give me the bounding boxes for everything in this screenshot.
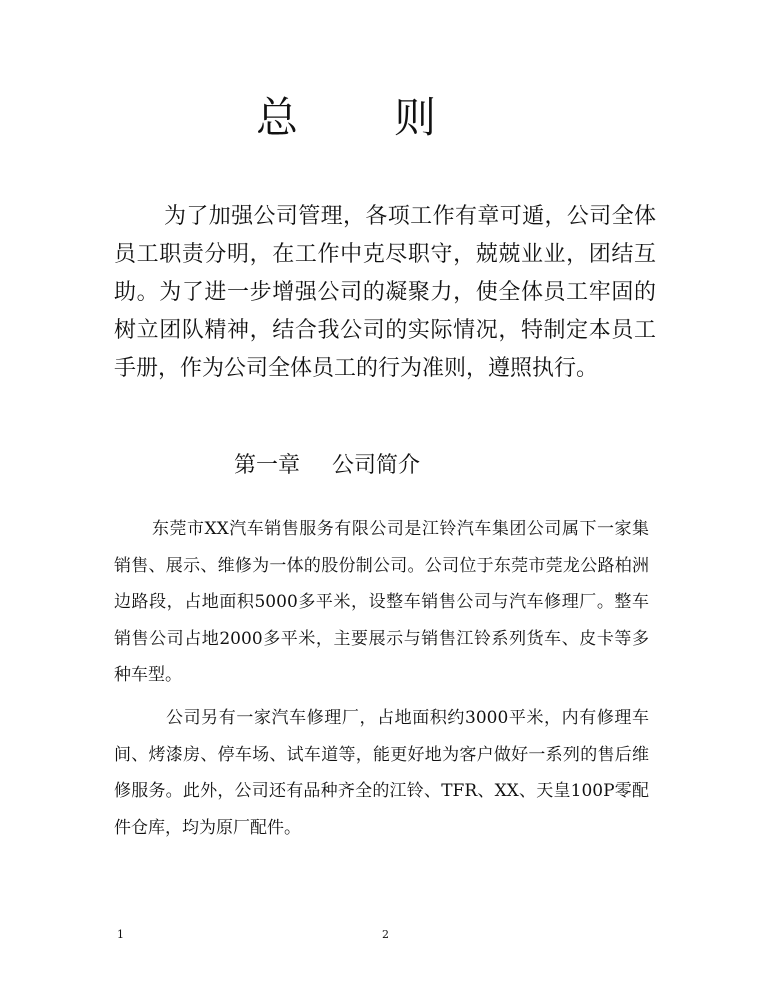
page-title bbox=[256, 88, 476, 148]
company-intro-paragraph: 东莞市XX汽车销售服务有限公司是江铃汽车集团公司属下一家集销售、展示、维修为一体的股份制公司。公司位于东莞市莞龙公路柏洲边路段，占地面积5000多平米，设整车销售公司与汽车修理厂。整车销售公司占地2000多平米，主要展示与销售江铃系列货车、皮卡等多种车型。 bbox=[114, 519, 649, 685]
chapter-name: 公司简介 bbox=[332, 453, 421, 478]
chapter-heading bbox=[234, 448, 420, 484]
repair-shop-paragraph: 公司另有一家汽车修理厂，占地面积约3000平米，内有修理车间、烤漆房、停车场、试车道等，能更好地为客户做好一系列的售后维修服务。此外，公司还有品种齐全的江铃、TFR、XX、天皇100P零配件仓库，均为原厂配件。 bbox=[114, 708, 649, 838]
page-number-left: 1 bbox=[117, 928, 124, 941]
chapter-number: 第一章 bbox=[234, 453, 301, 478]
title-char-1: 总 bbox=[256, 93, 299, 142]
page-number-right: 2 bbox=[382, 928, 389, 941]
title-char-2: 则 bbox=[394, 93, 437, 142]
intro-paragraph: 为了加强公司管理，各项工作有章可遁，公司全体员工职责分明，在工作中克尽职守，兢兢业业，团结互助。为了进一步增强公司的凝聚力，使全体员工牢固的树立团队精神，结合我公司的实际情况，特制定本员工手册，作为公司全体员工的行为准则，遵照执行。 bbox=[114, 204, 656, 381]
